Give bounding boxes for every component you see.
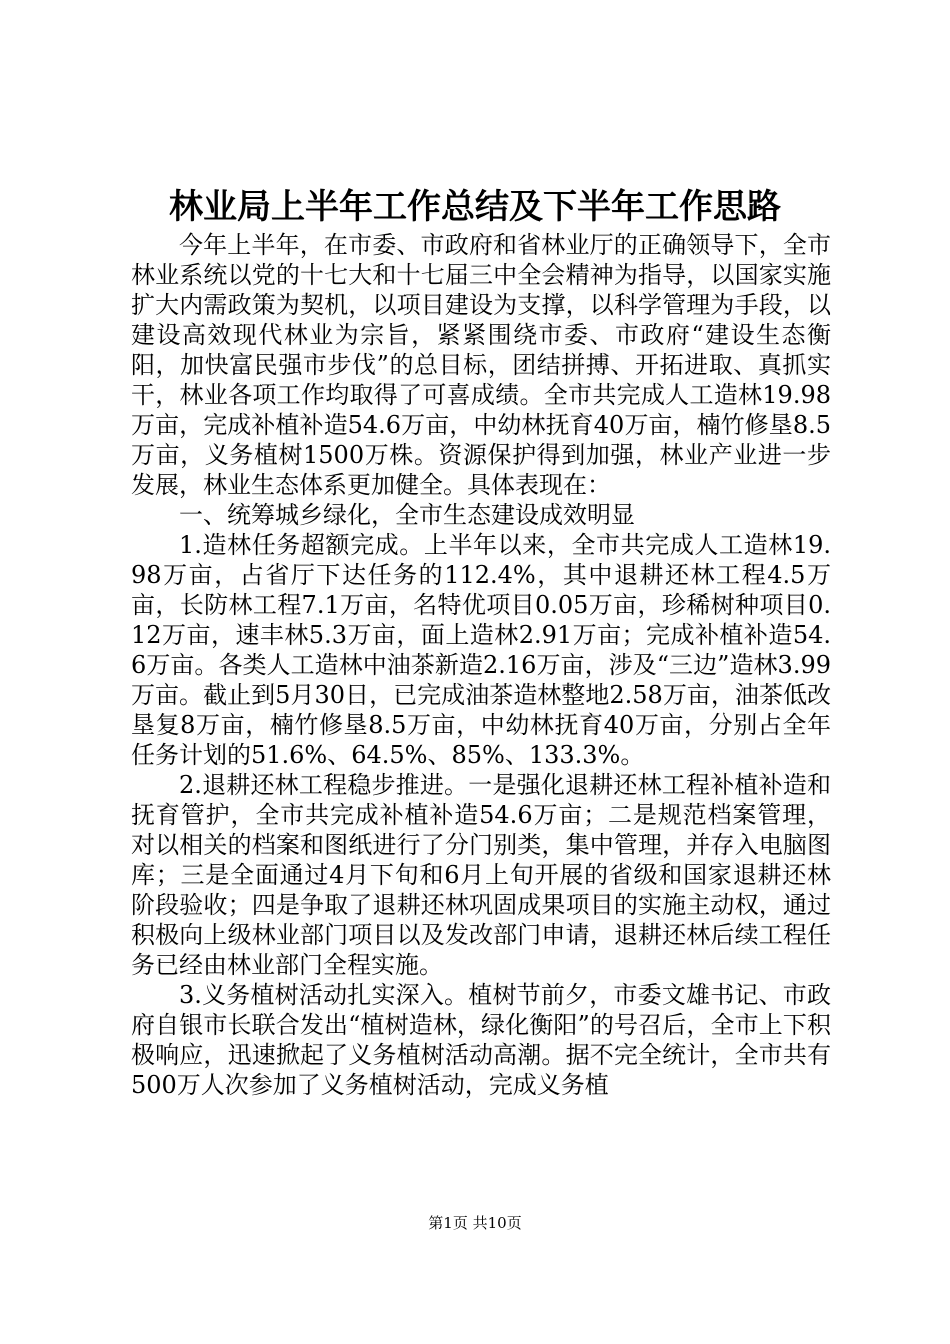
paragraph-intro: 今年上半年，在市委、市政府和省林业厅的正确领导下，全市林业系统以党的十七大和十七届三中全会精神为指导，以国家实施扩大内需政策为契机，以项目建设为支撑，以科学管理为手段，以建设高效现代林业为宗旨，紧紧围绕市委、市政府“建设生态衡阳，加快富民强市步伐”的总目标，团结拼搏、开拓进取、真抓实干，林业各项工作均取得了可喜成绩。全市共完成人工造林19.98万亩，完成补植补造54.6万亩，中幼林抚育40万亩，楠竹修垦8.5万亩，义务植树1500万株。资源保护得到加强，林业产业进一步发展，林业生态体系更加健全。具体表现在： [131, 231, 831, 499]
page-number: 第1页 共10页 [428, 1214, 522, 1232]
document-body [131, 230, 831, 1100]
paragraph-tree-planting: 3.义务植树活动扎实深入。植树节前夕，市委文雄书记、市政府自银市长联合发出“植树造林，绿化衡阳”的号召后，全市上下积极响应，迅速掀起了义务植树活动高潮。据不完全统计，全市共有500万人次参加了义务植树活动，完成义务植 [131, 981, 831, 1099]
paragraph-afforestation: 1.造林任务超额完成。上半年以来，全市共完成人工造林19.98万亩，占省厅下达任务的112.4%，其中退耕还林工程4.5万亩，长防林工程7.1万亩，名特优项目0.05万亩，珍稀树种项目0.12万亩，速丰林5.3万亩，面上造林2.91万亩；完成补植补造54.6万亩。各类人工造林中油茶新造2.16万亩，涉及“三边”造林3.99万亩。截止到5月30日，已完成油茶造林整地2.58万亩，油茶低改垦复8万亩，楠竹修垦8.5万亩，中幼林抚育40万亩，分别占全年任务计划的51.6%、64.5%、85%、133.3%。 [131, 531, 831, 769]
section-heading: 一、统筹城乡绿化，全市生态建设成效明显 [179, 501, 635, 529]
document-title: 林业局上半年工作总结及下半年工作思路 [169, 187, 781, 227]
paragraph-reforestation: 2.退耕还林工程稳步推进。一是强化退耕还林工程补植补造和抚育管护，全市共完成补植补造54.6万亩；二是规范档案管理，对以相关的档案和图纸进行了分门别类，集中管理，并存入电脑图库；三是全面通过4月下旬和6月上旬开展的省级和国家退耕还林阶段验收；四是争取了退耕还林巩固成果项目的实施主动权，通过积极向上级林业部门项目以及发改部门申请，退耕还林后续工程任务已经由林业部门全程实施。 [131, 771, 831, 979]
